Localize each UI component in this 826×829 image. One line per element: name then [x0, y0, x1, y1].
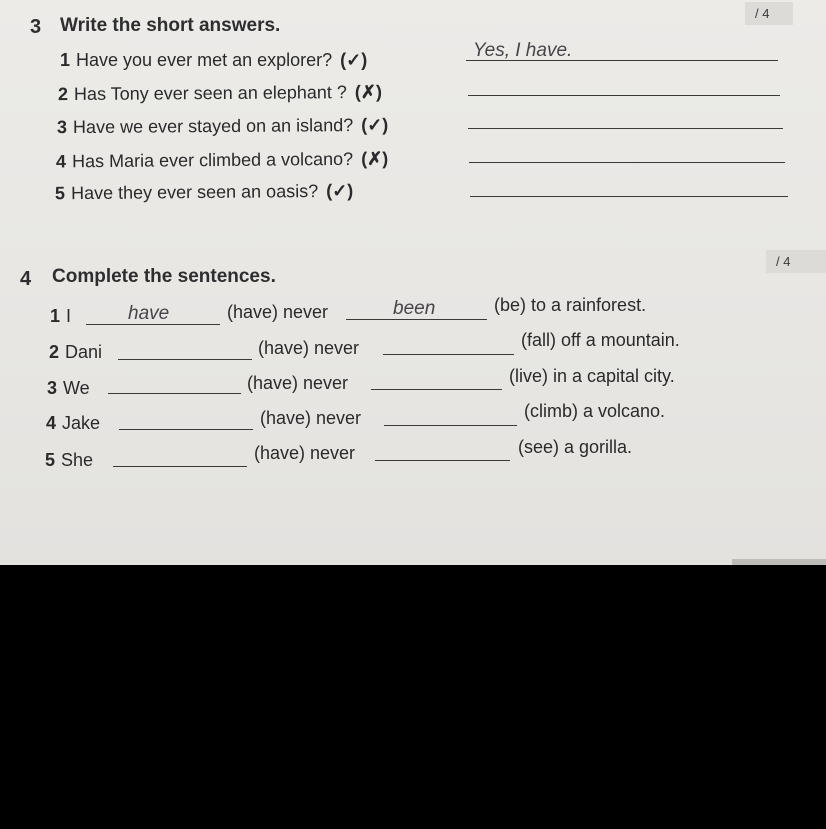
sentence-4-blank-2[interactable] [384, 425, 517, 426]
sentence-1-middle: (have) never [227, 302, 329, 322]
sentence-subject: Jake [62, 413, 101, 433]
sentence-2-middle: (have) never [258, 338, 360, 358]
sentence-3-middle: (have) never [247, 373, 349, 393]
section3-answer-line-2[interactable] [468, 95, 780, 96]
sentence-2-blank-1[interactable] [118, 359, 252, 360]
section4-number: 4 [20, 268, 32, 290]
sentence-2-blank-2[interactable] [383, 354, 514, 355]
sentence-1-start [50, 306, 71, 327]
sentence-5-middle: (have) never [254, 443, 356, 463]
section3-question-1 [60, 50, 367, 71]
sentence-1-blank-2[interactable] [346, 319, 487, 320]
sentence-1-blank-1[interactable] [86, 324, 220, 325]
sentence-5-end: (see) a gorilla. [518, 437, 633, 457]
section3-question-2 [58, 82, 382, 105]
sentence-3-blank-1[interactable] [108, 393, 241, 394]
section4-score-box [766, 250, 826, 273]
tick-mark: (✓) [340, 50, 368, 70]
sentence-number: 2 [49, 342, 60, 362]
question-text: Has Maria ever climbed a volcano? [71, 148, 354, 172]
question-text: Have you ever met an explorer? [76, 50, 333, 70]
question-text: Has Tony ever seen an elephant ? [73, 82, 347, 105]
page-edge-tab [732, 559, 826, 565]
tick-mark: (✓) [326, 180, 354, 201]
sentence-3-end: (live) in a capital city. [509, 366, 675, 386]
sentence-5-blank-2[interactable] [375, 460, 510, 461]
section3-answer-line-4[interactable] [469, 162, 785, 163]
question-text: Have we ever stayed on an island? [72, 115, 354, 138]
section3-title: Write the short answers. [60, 15, 281, 36]
section3-question-4 [56, 149, 388, 173]
section3-question-5 [55, 181, 353, 205]
question-number: 5 [54, 183, 66, 204]
sentence-4-end: (climb) a volcano. [524, 401, 666, 421]
sentence-4-middle: (have) never [260, 408, 362, 428]
sentence-2-start [49, 342, 102, 363]
section3-answer-line-5[interactable] [470, 196, 788, 197]
section3-answer-line-1[interactable] [466, 60, 778, 61]
sentence-1-end: (be) to a rainforest. [494, 295, 647, 315]
question-number: 1 [60, 50, 71, 70]
cross-mark: (✗) [354, 81, 383, 103]
section3-answer-1: Yes, I have. [473, 40, 573, 61]
cross-mark: (✗) [361, 148, 389, 169]
sentence-number: 3 [47, 378, 58, 398]
question-number: 2 [57, 84, 69, 105]
sentence-4-blank-1[interactable] [119, 429, 253, 430]
section4-title: Complete the sentences. [52, 266, 276, 287]
sentence-number: 1 [50, 306, 61, 326]
question-text: Have they ever seen an oasis? [70, 181, 319, 204]
section3-score: / 4 [755, 6, 770, 21]
sentence-subject: We [63, 378, 90, 398]
sentence-number: 4 [46, 413, 57, 433]
sentence-5-blank-1[interactable] [113, 466, 247, 467]
sentence-1-answer-2: been [393, 298, 436, 319]
section3-answer-line-3[interactable] [468, 128, 783, 129]
section3-score-box [745, 2, 793, 25]
sentence-3-start [47, 378, 90, 399]
question-number: 4 [55, 151, 67, 172]
sentence-subject: I [66, 306, 72, 326]
sentence-4-start [46, 413, 100, 434]
question-number: 3 [56, 117, 68, 138]
sentence-3-blank-2[interactable] [371, 389, 502, 390]
sentence-subject: She [61, 450, 94, 470]
sentence-2-end: (fall) off a mountain. [521, 330, 680, 350]
sentence-number: 5 [45, 450, 56, 470]
tick-mark: (✓) [361, 114, 389, 136]
section3-question-3 [57, 115, 388, 138]
sentence-1-answer-1: have [128, 303, 170, 324]
sentence-subject: Dani [65, 342, 103, 362]
section4-score: / 4 [776, 254, 791, 269]
sentence-5-start [45, 450, 93, 471]
section3-number: 3 [30, 16, 42, 38]
